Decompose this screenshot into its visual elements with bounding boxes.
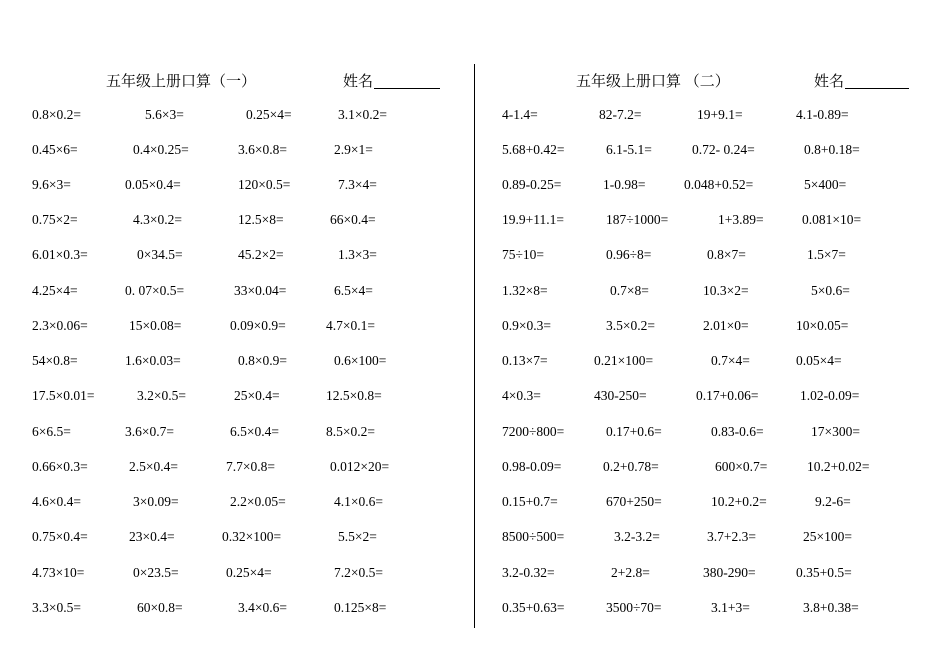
- math-problem: 0.125×8=: [334, 600, 387, 615]
- math-problem: 1+3.89=: [718, 212, 764, 227]
- math-problem: 3.2×0.5=: [137, 388, 186, 403]
- math-problem: 0.89-0.25=: [502, 177, 562, 192]
- math-problem: 3.7+2.3=: [707, 529, 756, 544]
- math-problem: 3.1+3=: [711, 600, 750, 615]
- math-problem: 10×0.05=: [796, 318, 849, 333]
- math-problem: 0.45×6=: [32, 142, 78, 157]
- math-problem: 8.5×0.2=: [326, 424, 375, 439]
- math-problem: 10.3×2=: [703, 283, 749, 298]
- math-problem: 0.2+0.78=: [603, 459, 659, 474]
- math-problem: 0.8+0.18=: [804, 142, 860, 157]
- math-problem: 1-0.98=: [603, 177, 646, 192]
- math-problem: 5×400=: [804, 177, 847, 192]
- math-problem: 1.6×0.03=: [125, 353, 181, 368]
- math-problem: 0.17+0.6=: [606, 424, 662, 439]
- math-problem: 17.5×0.01=: [32, 388, 95, 403]
- math-problem: 0. 07×0.5=: [125, 283, 185, 298]
- math-problem: 0.17+0.06=: [696, 388, 759, 403]
- math-problem: 1.02-0.09=: [800, 388, 860, 403]
- math-problem: 10.2+0.2=: [711, 494, 767, 509]
- math-problem: 25×100=: [803, 529, 852, 544]
- math-problem: 66×0.4=: [330, 212, 376, 227]
- left-name-label: 姓名: [343, 74, 374, 90]
- math-problem: 7.2×0.5=: [334, 565, 383, 580]
- right-name-label: 姓名: [814, 74, 845, 90]
- math-problem: 6×6.5=: [32, 424, 71, 439]
- math-problem: 4×0.3=: [502, 388, 541, 403]
- math-problem: 6.5×4=: [334, 283, 373, 298]
- math-problem: 0×23.5=: [133, 565, 179, 580]
- math-problem: 0.09×0.9=: [230, 318, 286, 333]
- math-problem: 2.3×0.06=: [32, 318, 88, 333]
- math-problem: 19+9.1=: [697, 107, 743, 122]
- math-problem: 6.5×0.4=: [230, 424, 279, 439]
- math-problem: 33×0.04=: [234, 283, 287, 298]
- math-problem: 3.5×0.2=: [606, 318, 655, 333]
- math-problem: 0.75×2=: [32, 212, 78, 227]
- math-problem: 4.3×0.2=: [133, 212, 182, 227]
- math-problem: 8500÷500=: [502, 529, 565, 544]
- math-problem: 2.9×1=: [334, 142, 373, 157]
- math-problem: 0.25×4=: [246, 107, 292, 122]
- math-problem: 0.8×0.9=: [238, 353, 287, 368]
- math-problem: 6.1-5.1=: [606, 142, 652, 157]
- left-name-blank[interactable]: [374, 88, 440, 89]
- math-problem: 3.8+0.38=: [803, 600, 859, 615]
- math-problem: 17×300=: [811, 424, 860, 439]
- math-problem: 2.01×0=: [703, 318, 749, 333]
- math-problem: 7.3×4=: [338, 177, 377, 192]
- math-problem: 3×0.09=: [133, 494, 179, 509]
- math-problem: 3.3×0.5=: [32, 600, 81, 615]
- math-problem: 0.35+0.63=: [502, 600, 565, 615]
- math-problem: 12.5×8=: [238, 212, 284, 227]
- math-problem: 3500÷70=: [606, 600, 662, 615]
- right-name-blank[interactable]: [845, 88, 909, 89]
- math-problem: 9.2-6=: [815, 494, 851, 509]
- math-problem: 7.7×0.8=: [226, 459, 275, 474]
- math-problem: 3.4×0.6=: [238, 600, 287, 615]
- math-problem: 3.6×0.7=: [125, 424, 174, 439]
- math-problem: 2.2×0.05=: [230, 494, 286, 509]
- math-problem: 0.83-0.6=: [711, 424, 764, 439]
- math-problem: 0.96÷8=: [606, 247, 652, 262]
- math-problem: 0.75×0.4=: [32, 529, 88, 544]
- math-problem: 10.2+0.02=: [807, 459, 870, 474]
- math-problem: 120×0.5=: [238, 177, 291, 192]
- math-problem: 60×0.8=: [137, 600, 183, 615]
- math-problem: 19.9+11.1=: [502, 212, 564, 227]
- math-problem: 0.048+0.52=: [684, 177, 754, 192]
- math-problem: 0.35+0.5=: [796, 565, 852, 580]
- math-problem: 25×0.4=: [234, 388, 280, 403]
- math-problem: 4.25×4=: [32, 283, 78, 298]
- math-problem: 0.13×7=: [502, 353, 548, 368]
- math-problem: 5.5×2=: [338, 529, 377, 544]
- math-problem: 75÷10=: [502, 247, 545, 262]
- math-problem: 0.21×100=: [594, 353, 654, 368]
- math-problem: 3.2-3.2=: [614, 529, 660, 544]
- math-problem: 15×0.08=: [129, 318, 182, 333]
- math-problem: 1.32×8=: [502, 283, 548, 298]
- math-problem: 4.1×0.6=: [334, 494, 383, 509]
- math-problem: 0.081×10=: [802, 212, 862, 227]
- math-problem: 0.05×0.4=: [125, 177, 181, 192]
- math-problem: 0.6×100=: [334, 353, 387, 368]
- math-problem: 54×0.8=: [32, 353, 78, 368]
- math-problem: 0.8×7=: [707, 247, 746, 262]
- math-problem: 23×0.4=: [129, 529, 175, 544]
- math-problem: 0×34.5=: [137, 247, 183, 262]
- math-problem: 4.6×0.4=: [32, 494, 81, 509]
- math-problem: 4-1.4=: [502, 107, 538, 122]
- math-problem: 7200÷800=: [502, 424, 565, 439]
- math-problem: 2.5×0.4=: [129, 459, 178, 474]
- math-problem: 380-290=: [703, 565, 756, 580]
- math-problem: 187÷1000=: [606, 212, 669, 227]
- math-problem: 0.8×0.2=: [32, 107, 81, 122]
- math-problem: 430-250=: [594, 388, 647, 403]
- math-problem: 82-7.2=: [599, 107, 642, 122]
- page-divider: [474, 64, 475, 628]
- math-problem: 12.5×0.8=: [326, 388, 382, 403]
- right-title: 五年级上册口算 （二）: [576, 74, 730, 90]
- math-problem: 4.1-0.89=: [796, 107, 849, 122]
- math-problem: 0.66×0.3=: [32, 459, 88, 474]
- math-problem: 4.73×10=: [32, 565, 85, 580]
- math-problem: 1.5×7=: [807, 247, 846, 262]
- math-problem: 0.7×8=: [610, 283, 649, 298]
- math-problem: 2+2.8=: [611, 565, 650, 580]
- left-title: 五年级上册口算（一）: [106, 74, 257, 90]
- math-problem: 0.98-0.09=: [502, 459, 562, 474]
- math-problem: 3.6×0.8=: [238, 142, 287, 157]
- math-problem: 3.2-0.32=: [502, 565, 555, 580]
- math-problem: 0.32×100=: [222, 529, 282, 544]
- math-problem: 0.25×4=: [226, 565, 272, 580]
- math-problem: 0.4×0.25=: [133, 142, 189, 157]
- math-problem: 0.72- 0.24=: [692, 142, 755, 157]
- math-problem: 0.7×4=: [711, 353, 750, 368]
- math-problem: 5×0.6=: [811, 283, 850, 298]
- math-problem: 0.012×20=: [330, 459, 390, 474]
- math-problem: 600×0.7=: [715, 459, 768, 474]
- math-problem: 45.2×2=: [238, 247, 284, 262]
- math-problem: 6.01×0.3=: [32, 247, 88, 262]
- math-problem: 0.9×0.3=: [502, 318, 551, 333]
- math-problem: 9.6×3=: [32, 177, 71, 192]
- math-problem: 5.6×3=: [145, 107, 184, 122]
- math-problem: 0.05×4=: [796, 353, 842, 368]
- math-problem: 670+250=: [606, 494, 662, 509]
- math-problem: 3.1×0.2=: [338, 107, 387, 122]
- math-problem: 1.3×3=: [338, 247, 377, 262]
- math-problem: 5.68+0.42=: [502, 142, 565, 157]
- math-problem: 4.7×0.1=: [326, 318, 375, 333]
- math-problem: 0.15+0.7=: [502, 494, 558, 509]
